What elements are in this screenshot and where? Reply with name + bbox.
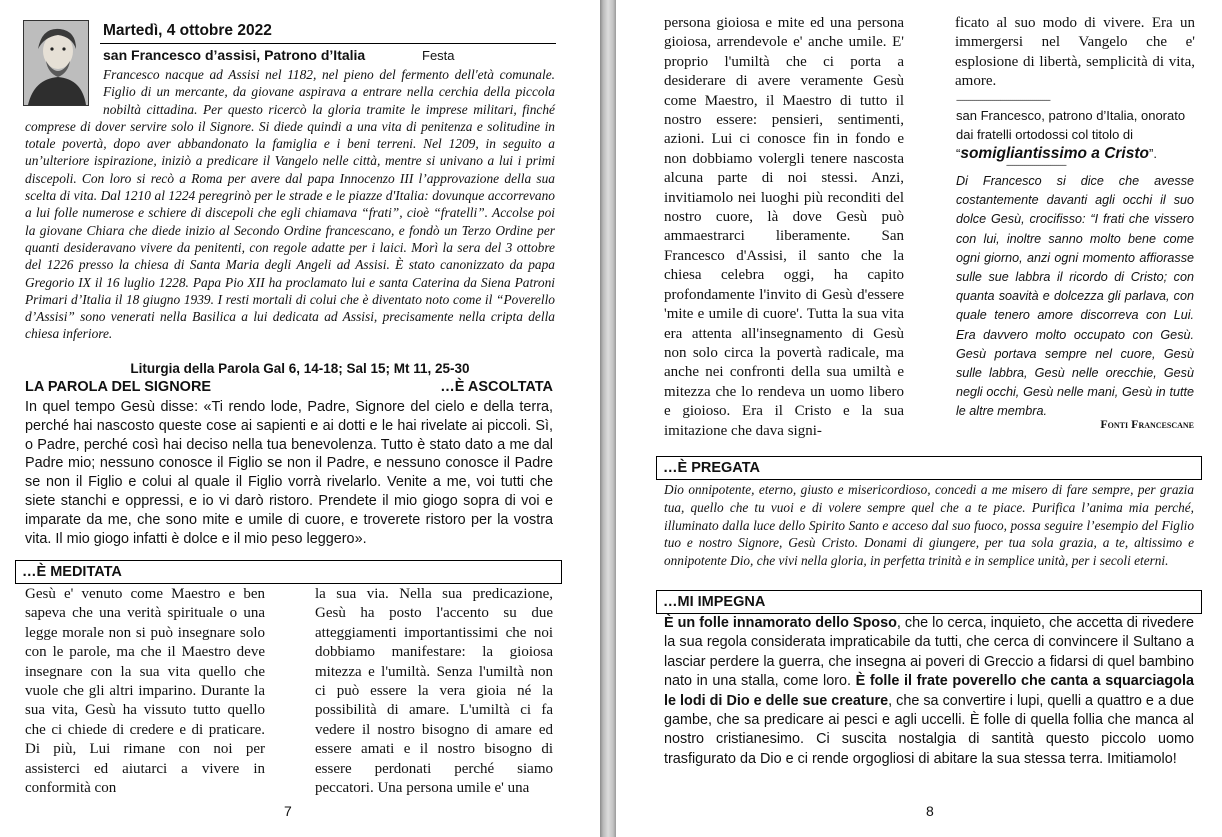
commitment-text-1: , che lo cerca, inquieto, che accetta di rivedere la sua regola considerata impraticabile da tutti, che cerca di convincere il Sultano a lasciar perdere la guerra, che insegna ai poveri di Greccio a fidarsi di quel bambino nato in una stalla, come loro. (664, 615, 1194, 690)
meditated-section-header: …È MEDITATA (15, 560, 562, 584)
left-page (0, 0, 600, 837)
saint-title: san Francesco d’assisi, Patrono d’Italia (103, 47, 366, 63)
note-emphasis: somigliantissimo a Cristo (960, 145, 1149, 162)
note-end: ”. (1148, 146, 1157, 161)
commitment-text-2: , che sa convertire i lupi, quelli a quattro e a due gambe, che sa predicare ai pesci e agli uccelli. È folle di quella follia che manca al nostro cristianesimo. Ci suscita nostalgia di santità questo piccolo uomo trasfigurato da Dio e ci rende orgogliosi di abitare la sua stessa terra. Imitiamolo! (664, 692, 1194, 767)
meditation-continued-column-2: ficato al suo modo di vivere. Era un immergersi nel Vangelo che e' esplosione di libertà, semplicità di vita, amore. (955, 15, 1195, 90)
right-page (616, 0, 1222, 837)
meditation-column-1: Gesù e' venuto come Maestro e ben sapeva che una verità spirituale o una legge morale non si può insegnare solo con le parole, ma che il Maestro deve insegnare con la sua vita quello che vuole che gli altri imparino. Durante la sua vita, Gesù ha vissuto tutto quello che ci chiede di credere e di praticare. Di più, Lui rimane con noi per assisterci ed aiutarci a vivere in conformità con (25, 586, 265, 797)
dashed-separator: ----------------------------------------------- (956, 95, 1050, 105)
commitment-bold-2: È folle il frate poverello che canta a squarciagola le lodi di Dio e delle sue creature (664, 673, 1194, 709)
meditation-column-2: la sua via. Nella sua predicazione, Gesù ha posto l'accento su due atteggiamenti importantissimi che noi dobbiamo manifestare: la gioiosa mitezza e l'umiltà. Senza l'umiltà non ci può essere la vera gioia né la possibilità di amare. L'umiltà ci fa vedere il nostro bisogno di amare ed essere amati e il nostro bisogno di essere perdonati perché siamo peccatori. Una persona umile e' una (315, 586, 553, 797)
book-gutter (600, 0, 616, 837)
commitment-bold-1: È un folle innamorato dello Sposo (664, 615, 897, 631)
gospel-text: In quel tempo Gesù disse: «Ti rendo lode, Padre, Signore del cielo e della terra, perché hai nascosto queste cose ai sapienti e ai dotti e le hai rivelate ai piccoli. Sì, o Padre, perché così hai deciso nella tua benevolenza. Tutto è stato dato a me dal Padre mio; nessuno conosce il Figlio se non il Padre, e nessuno conosce il Padre se non il Figlio e colui al quale il Figlio vorrà rivelarlo. Venite a me, voi tutti che siete stanchi e oppressi, e io vi darò ristoro. Prendete il mio giogo sopra di voi e imparate da me, che sono mite e umile di cuore, e troverete ristoro per la vostra vita. Il mio giogo infatti è dolce e il mio peso leggero». (25, 399, 553, 547)
dashed-separator: ------------------------------ (1006, 160, 1066, 170)
heading-rule (100, 43, 556, 44)
word-of-lord-title: LA PAROLA DEL SIGNORE (25, 379, 212, 395)
date-heading: Martedì, 4 ottobre 2022 (103, 22, 272, 39)
prayer-text: Dio onnipotente, eterno, giusto e misericordioso, concedi a me misero di fare sempre, per grazia tua, quello che tu vuoi e di volere sempre quel che a te piace. Purifica l’anima mia perché, illuminato dalla luce dello Spirito Santo e acceso dal suo fuoco, possa seguire l’esempio del Figlio tuo e nostro Signore, Gesù Cristo. Donami di giungere, per tua sola grazia, a te, altissimo e onnipotente Dio, che vivi nella gloria, in perfetta trinità e in semplice unità, per i secoli eterni. (664, 482, 1194, 569)
orthodox-title-note (956, 106, 1194, 163)
franciscan-sources-quote: Di Francesco si dice che avesse costantemente davanti agli occhi il suo dolce Gesù, crocifisso: “I frati che vissero con lui, inoltre sanno molto bene come ogni giorno, anzi ogni momento affiorasse sulle sue labbra il ricordo di Cristo; con quanta soavità e dolcezza gli parlava, con quale tenero amore discorreva con Lui. Era davvero molto occupato con Gesù. Gesù portava sempre nel cuore, Gesù sulle labbra, Gesù nelle orecchie, Gesù negli occhi, Gesù nelle mani, Gesù in tutte le altre membra. (956, 174, 1194, 419)
commitment-section-header: …MI IMPEGNA (656, 590, 1202, 614)
quote-source: Fonti Francescane (1100, 417, 1194, 431)
heard-title: …È ASCOLTATA (440, 379, 553, 395)
note-text: san Francesco, patrono d’Italia, onorato dai fratelli ortodossi col titolo di “ (956, 108, 1186, 161)
feast-label: Festa (422, 48, 455, 63)
saint-biography: Francesco nacque ad Assisi nel 1182, nel pieno del fermento dell'età comunale. Figlio di un mercante, da giovane aspirava a entrare nella cerchia della piccola nobiltà cittadina. Per questo ricercò la gloria tramite le imprese militari, finché comprese di dover servire solo il Signore. Si diede quindi a una vita di penitenza e solitudine in totale povertà, dopo aver abbandonato la famiglia e i beni terreni. Nel 1209, in seguito a un’ulteriore ispirazione, iniziò a predicare il Vangelo nelle città, mentre si univano a lui i primi discepoli. Con loro si recò a Roma per avere dal papa Innocenzo III l’approvazione della sua scelta di vita. Dal 1210 al 1224 peregrinò per le strade e le piazze d'Italia: dovunque accorrevano a lui folle numerose e schiere di discepoli che egli chiamava “frati”, cioè “fratelli”. Accolse poi la giovane Chiara che diede inizio al Secondo Ordine francescano, e fondò un Terzo Ordine per quanti desideravano vivere da penitenti, con regole adatte per i laici. Morì la sera del 3 ottobre del 1226 presso la chiesa di Santa Maria degli Angeli ad Assisi. È stato canonizzato da papa Gregorio IX il 16 luglio 1228. Papa Pio XII ha proclamato lui e santa Caterina da Siena Patroni Primari d’Italia il 18 giugno 1939. I resti mortali di colui che è diventato noto come il “Poverello d’Assisi” sono venerati nella Basilica a lui dedicata ad Assisi, precisamente nella cripta della chiesa inferiore. (25, 67, 555, 342)
page-number: 8 (926, 803, 934, 819)
page-number: 7 (284, 803, 292, 819)
commitment-text (664, 614, 1194, 769)
prayed-section-header: …È PREGATA (656, 456, 1202, 480)
liturgy-reference: Liturgia della Parola Gal 6, 14-18; Sal 15; Mt 11, 25-30 (130, 361, 470, 376)
meditation-continued-column-1: persona gioiosa e mite ed una persona gioiosa, arrendevole e' anche umile. E' proprio l'umiltà che ci porta a desiderare di avere veramente Gesù come Maestro, il Maestro di tutto il nostro essere: pensieri, sentimenti, azioni. Lui ci conosce fin in fondo e non dobbiamo volergli tenere nascosta alcuna parte di noi stessi. Anzi, invitiamolo nei luoghi più reconditi del nostro cuore, là dove Gesù può ammaestrarci liberamente. San Francesco d'Assisi, il santo che la chiesa celebra oggi, ha capito profondamente l'invito di Gesù d'essere 'mite e umile di cuore'. Tutta la sua vita era attenta all'insegnamento di Gesù non solo circa la povertà radicale, ma anche nei confronti della sua umiltà e mitezza che lo rendeva un uomo libero e gioioso. Era il Cristo e la sua imitazione che dava signi- (664, 15, 904, 439)
